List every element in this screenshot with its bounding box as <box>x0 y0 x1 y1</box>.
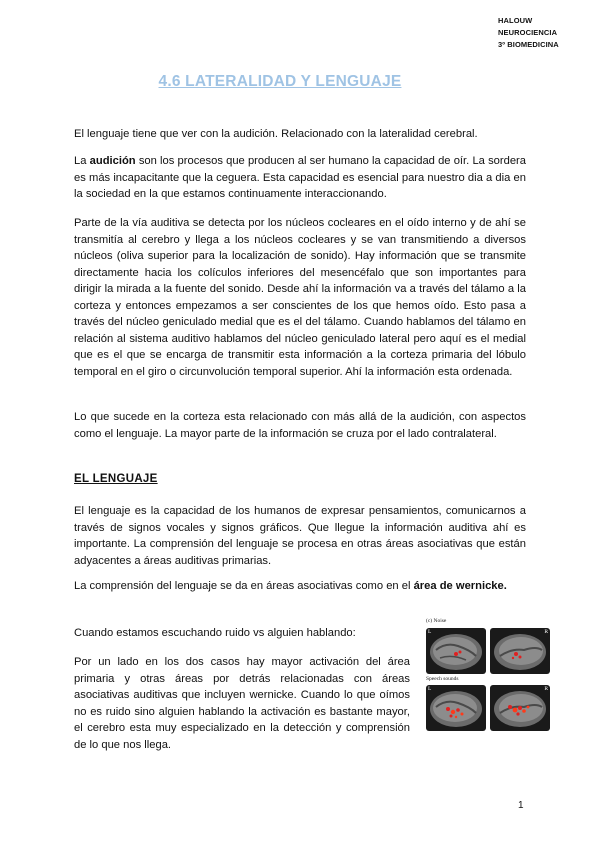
paragraph-via-auditiva: Parte de la vía auditiva se detecta por los núcleos cocleares en el oído interno y de ahí se transmitía al cerebro y llega a los núcleos cocleares y se van transmitiendo a diversos núcleos (oliva superior para la localización de sonido). Hay información que se transmite directamente hacia los colículos inferiores del mesencéfalo que son importantes para dirigir la mirada a la fuente del sonido. Desde ahí la información va a través del tálamo a la corteza y entonces empezamos a ser conscientes de los que hemos oído. Esto pasa a través del núcleo geniculado medial que es el del tálamo. Cuando hablamos del tálamo en relación al sistema auditivo hablamos del núcleo geniculado lateral pero aquí es el medial que es el que se encarga de transmitir esta información a la corteza primaria del lóbulo temporal en el giro o circunvolución temporal superior. Ahí la información esta ordenada. <box>74 217 526 378</box>
brain-scan-noise-left <box>426 628 486 674</box>
figure-label-noise: (c) Noise <box>426 618 447 624</box>
term-audicion: audición <box>89 155 136 167</box>
fmri-figure <box>424 618 552 752</box>
paragraph-lenguaje: El lenguaje es la capacidad de los humanos de expresar pensamientos, comunicarnos a través de signos vocales y signos gráficos. Que llegue la información auditiva ahí es importante. La comprensión del lenguaje se procesa en otras áreas asociativas que están adyacentes a áreas auditivas primarias. <box>74 505 526 567</box>
hemisphere-left-mark-2: L <box>428 686 432 692</box>
hemisphere-right-mark: R <box>544 629 548 635</box>
hemisphere-left-mark: L <box>428 629 432 635</box>
brain-scan-speech-right <box>490 685 550 731</box>
paragraph-audicion <box>74 153 526 203</box>
figure-label-speech: Speech sounds <box>426 676 459 682</box>
paragraph-audicion-body: son los procesos que producen al ser humano la capacidad de oír. La sordera es más incapacitante que la ceguera. Esta capacidad es esencial para nuestro dia a dia en la sociedad en la que estamos continuamente interaccionando. <box>74 155 526 200</box>
paragraph-wernicke <box>74 578 526 595</box>
term-area-wernicke: área de wernicke. <box>413 580 507 592</box>
header-course: 3º BIOMEDICINA <box>498 40 559 49</box>
document-header <box>498 15 559 51</box>
paragraph-wernicke-lead: La comprensión del lenguaje se da en áreas asociativas como en el <box>74 580 414 592</box>
section-heading-lenguaje: EL LENGUAJE <box>74 473 158 485</box>
brain-scan-speech-left <box>426 685 486 731</box>
paragraph-activacion: Por un lado en los dos casos hay mayor activación del área primaria y otras áreas por detrás relacionadas con áreas asociativas auditivas que incluyen wernicke. Cuando lo que oímos no es ruido sino alguien hablando la activación es bastante mayor, el cerebro esta muy especializado en la detección y comprensión de lo que nos llega. <box>74 656 410 751</box>
header-subject: NEUROCIENCIA <box>498 28 558 37</box>
paragraph-intro: El lenguaje tiene que ver con la audición. Relacionado con la lateralidad cerebral. <box>74 128 478 140</box>
brain-scan-noise-right <box>490 628 550 674</box>
page-title: 4.6 LATERALIDAD Y LENGUAJE <box>158 73 402 90</box>
page-number: 1 <box>518 800 524 811</box>
hemisphere-right-mark-2: R <box>544 686 548 692</box>
paragraph-ruido: Cuando estamos escuchando ruido vs alguien hablando: <box>74 627 356 639</box>
paragraph-corteza: Lo que sucede en la corteza esta relacionado con más allá de la audición, con aspectos como el lenguaje. La mayor parte de la información se cruza por el lado contralateral. <box>74 411 526 440</box>
paragraph-audicion-lead: La <box>74 155 90 167</box>
header-author: HALOUW <box>498 16 533 25</box>
